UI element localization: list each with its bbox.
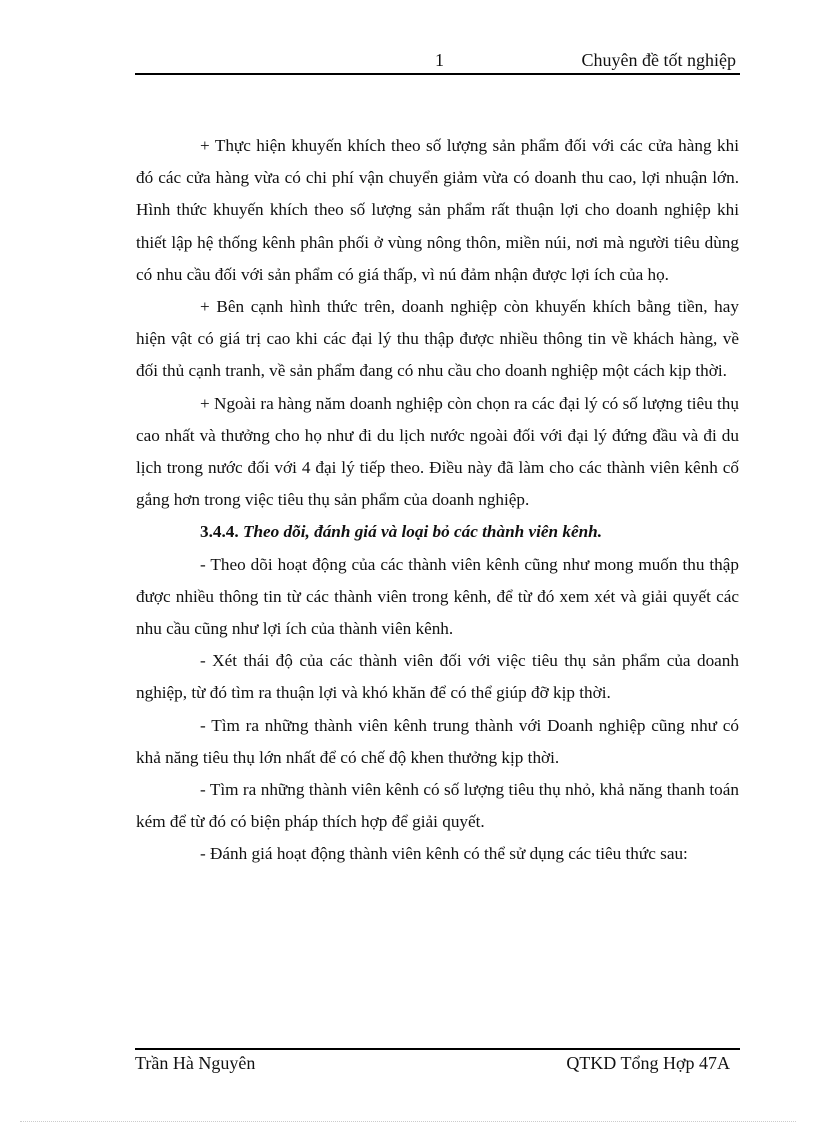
page-footer xyxy=(135,1053,740,1077)
list-item: - Tìm ra những thành viên kênh trung thành với Doanh nghiệp cũng như có khả năng tiêu thụ lớn nhất để có chế độ khen thưởng kịp thời. xyxy=(136,715,739,767)
paragraph: + Bên cạnh hình thức trên, doanh nghiệp còn khuyến khích bằng tiền, hay hiện vật có giá trị cao khi các đại lý thu thập được nhiều thông tin về khách hàng, về đối thủ cạnh tranh, về sản phẩm đang có nhu cầu cho doanh nghiệp một cách kịp thời. xyxy=(136,297,739,381)
list-item: - Theo dõi hoạt động của các thành viên kênh cũng như mong muốn thu thập được nhiều thông tin từ các thành viên trong kênh, để từ đó xem xét và giải quyết các nhu cầu cũng như lợi ích của thành viên kênh. xyxy=(136,554,739,639)
page-header xyxy=(135,48,740,72)
header-title: Chuyên đề tốt nghiệp xyxy=(581,50,736,70)
list-item: - Tìm ra những thành viên kênh có số lượng tiêu thụ nhỏ, khả năng thanh toán kém để từ đó có biện pháp thích hợp để giải quyết. xyxy=(136,780,739,832)
page-number: 1 xyxy=(435,50,444,70)
list-item: - Xét thái độ của các thành viên đối với việc tiêu thụ sản phẩm của doanh nghiệp, từ đó tìm ra thuận lợi và khó khăn để có thể giúp đỡ kịp thời. xyxy=(136,651,739,703)
paragraph: + Ngoài ra hàng năm doanh nghiệp còn chọn ra các đại lý có số lượng tiêu thụ cao nhất và thưởng cho họ như đi du lịch nước ngoài đối với đại lý đứng đầu và đi du lịch trong nước đối với 4 đại lý tiếp theo. Điều này đã làm cho các thành viên kênh cố gắng hơn trong việc tiêu thụ sản phẩm của doanh nghiệp. xyxy=(136,393,739,510)
header-rule xyxy=(135,73,740,75)
footer-rule xyxy=(135,1048,740,1050)
section-title: Theo dõi, đánh giá và loại bỏ các thành viên kênh. xyxy=(242,522,603,542)
section-number: 3.4.4. xyxy=(200,522,239,542)
footer-class: QTKD Tổng Hợp 47A xyxy=(566,1053,730,1073)
footer-author: Trần Hà Nguyên xyxy=(135,1053,256,1073)
section-heading xyxy=(136,516,739,548)
paragraph: + Thực hiện khuyến khích theo số lượng sản phẩm đối với các cửa hàng khi đó các cửa hàng vừa có chi phí vận chuyển giảm vừa có doanh thu cao, lợi nhuận lớn. Hình thức khuyến khích theo số lượng sản phẩm rất thuận lợi cho doanh nghiệp khi thiết lập hệ thống kênh phân phối ở vùng nông thôn, miền núi, nơi mà người tiêu dùng có nhu cầu đối với sản phẩm có giá thấp, vì nú đảm nhận được lợi ích của họ. xyxy=(136,136,739,284)
list-item: - Đánh giá hoạt động thành viên kênh có thể sử dụng các tiêu thức sau: xyxy=(200,844,688,864)
document-body xyxy=(136,130,739,871)
page-edge-divider xyxy=(20,1121,796,1122)
